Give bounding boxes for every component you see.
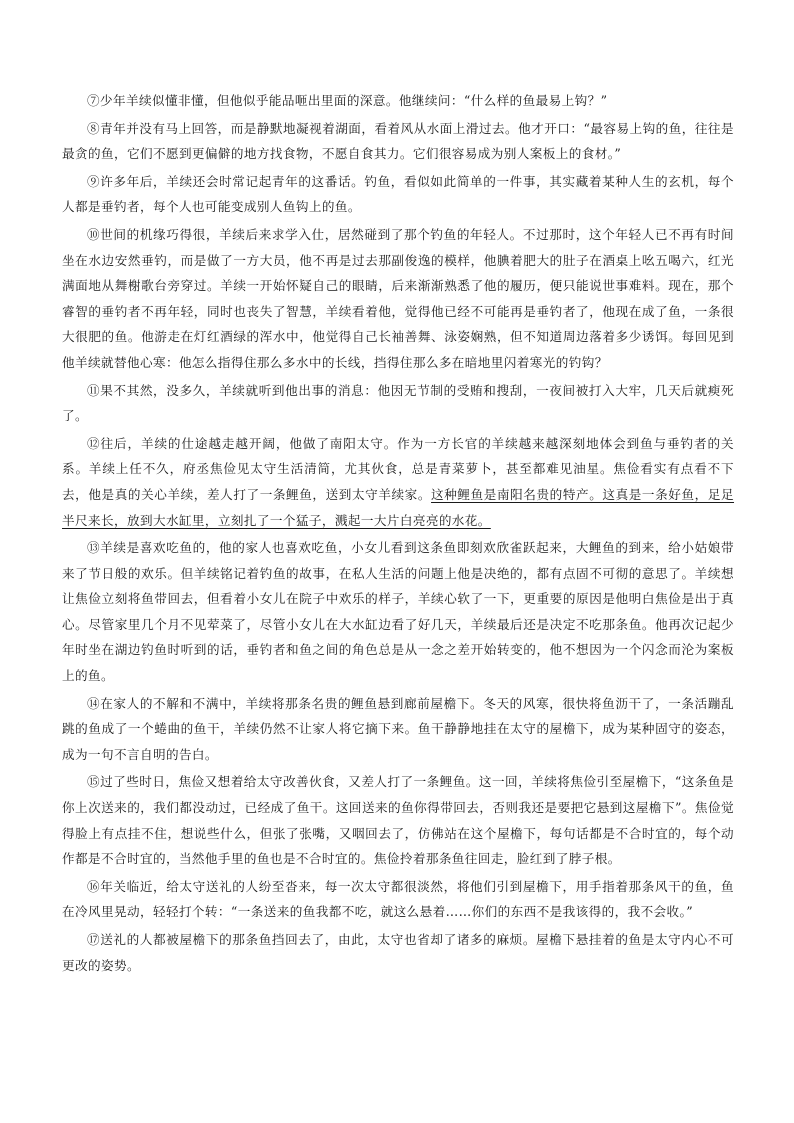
paragraph-12-text: ⑫往后，羊续的仕途越走越开阔，他做了南阳太守。作为一方长官的羊续越来越深刻地体会到鱼与垂钓者的关系。羊续上任不久，府丞焦俭见太守生活清简，尤其伙食，总是青菜萝卜，甚至都难见油星。焦俭看实有点看不下去，他是真的关心羊续，差人打了一条鲤鱼，送到太守羊续家。 <box>62 435 734 502</box>
article-body <box>62 88 734 980</box>
paragraph-10: ⑩世间的机缘巧得很，羊续后来求学入仕，居然碰到了那个钓鱼的年轻人。不过那时，这个年轻人已不再有时间坐在水边安然垂钓，而是做了一方大员，他不再是过去那副俊逸的模样，他腆着肥大的肚子在酒桌上吆五喝六，红光满面地从舞榭歌台旁穿过。羊续一开始怀疑自己的眼睛，后来渐渐熟悉了他的履历，便只能说世事难料。现在，那个睿智的垂钓者不再年轻，同时也丧失了智慧，羊续看着他，觉得他已经不可能再是垂钓者了，他现在成了鱼，一条很大很肥的鱼。他游走在灯红酒绿的浑水中，他觉得自己长袖善舞、泳姿娴熟，但不知道周边落着多少诱饵。每回见到他羊续就替他心寒：他怎么指得住那么多水中的长线，挡得住那么多在暗地里闪着寒光的钓钩？ <box>62 226 734 370</box>
underlined-sentence: 这种鲤鱼是南阳名贵的特产。这真是一条好鱼，足足半尺来长，放到大水缸里，立刻扎了一个猛子，溅起一大片白亮亮的水花。 <box>62 486 735 528</box>
paragraph-9: ⑨许多年后，羊续还会时常记起青年的这番话。钓鱼，看似如此简单的一件事，其实藏着某种人生的玄机，每个人都是垂钓者，每个人也可能变成别人鱼钩上的鱼。 <box>62 173 734 215</box>
paragraph-11: ⑪果不其然，没多久，羊续就听到他出事的消息：他因无节制的受贿和搜刮，一夜间被打入大牢，几天后就瘐死了。 <box>62 382 734 424</box>
paragraph-12 <box>62 431 734 533</box>
paragraph-13: ⑬羊续是喜欢吃鱼的，他的家人也喜欢吃鱼，小女儿看到这条鱼即刻欢欣雀跃起来，大鲤鱼的到来，给小姑娘带来了节日般的欢乐。但羊续铭记着钓鱼的故事，在私人生活的问题上他是决绝的，都有点固不可彻的意思了。羊续想让焦俭立刻将鱼带回去，但看着小女儿在院子中欢乐的样子，羊续心软了一下，更重要的原因是他明白焦俭是出于真心。尽管家里几个月不见荤菜了，尽管小女儿在大水缸边看了好几天，羊续最后还是决定不吃那条鱼。他再次记起少年时坐在湖边钓鱼时听到的话，垂钓者和鱼之间的角色总是从一念之差开始转变的，他不想因为一个闪念而沦为案板上的鱼。 <box>62 540 734 684</box>
paragraph-15: ⑮过了些时日，焦俭又想着给太守改善伙食，又差人打了一条鲤鱼。这一回，羊续将焦俭引至屋檐下，“这条鱼是你上次送来的，我们都没动过，已经成了鱼干。这回送来的鱼你得带回去，否则我还是要把它悬到这屋檐下”。焦俭觉得脸上有点挂不住，想说些什么，但张了张嘴，又咽回去了，仿佛站在这个屋檐下，每句话都是不合时宜的，每个动作都是不合时宜的，当然他手里的鱼也是不合时宜的。焦俭拎着那条鱼往回走，脸红到了脖子根。 <box>62 774 734 867</box>
paragraph-17: ⑰送礼的人都被屋檐下的那条鱼挡回去了，由此，太守也省却了诸多的麻烦。屋檐下悬挂着的鱼是太守内心不可更改的姿势。 <box>62 932 734 973</box>
paragraph-16: ⑯年关临近，给太守送礼的人纷至沓来，每一次太守都很淡然，将他们引到屋檐下，用手指着那条风干的鱼，鱼在冷风里晃动，轻轻打个转：“一条送来的鱼我都不吃，就这么悬着……你们的东西不是我该得的，我不会收。” <box>62 878 734 920</box>
paragraph-14: ⑭在家人的不解和不满中，羊续将那条名贵的鲤鱼悬到廊前屋檐下。冬天的风寒，很快将鱼沥干了，一条活蹦乱跳的鱼成了一个蜷曲的鱼干，羊续仍然不让家人将它摘下来。鱼干静静地挂在太守的屋檐下，成为某种固守的姿态，成为一句不言自明的告白。 <box>62 695 734 762</box>
paragraph-7: ⑦少年羊续似懂非懂，但他似乎能品咂出里面的深意。他继续问：“什么样的鱼最易上钩？” <box>87 93 608 108</box>
paragraph-8: ⑧青年并没有马上回答，而是静默地凝视着湖面，看着风从水面上滑过去。他才开口：“最容易上钩的鱼，往往是最贪的鱼，它们不愿到更偏僻的地方找食物，不愿自食其力。它们很容易成为别人案板上的食材。” <box>62 120 734 162</box>
